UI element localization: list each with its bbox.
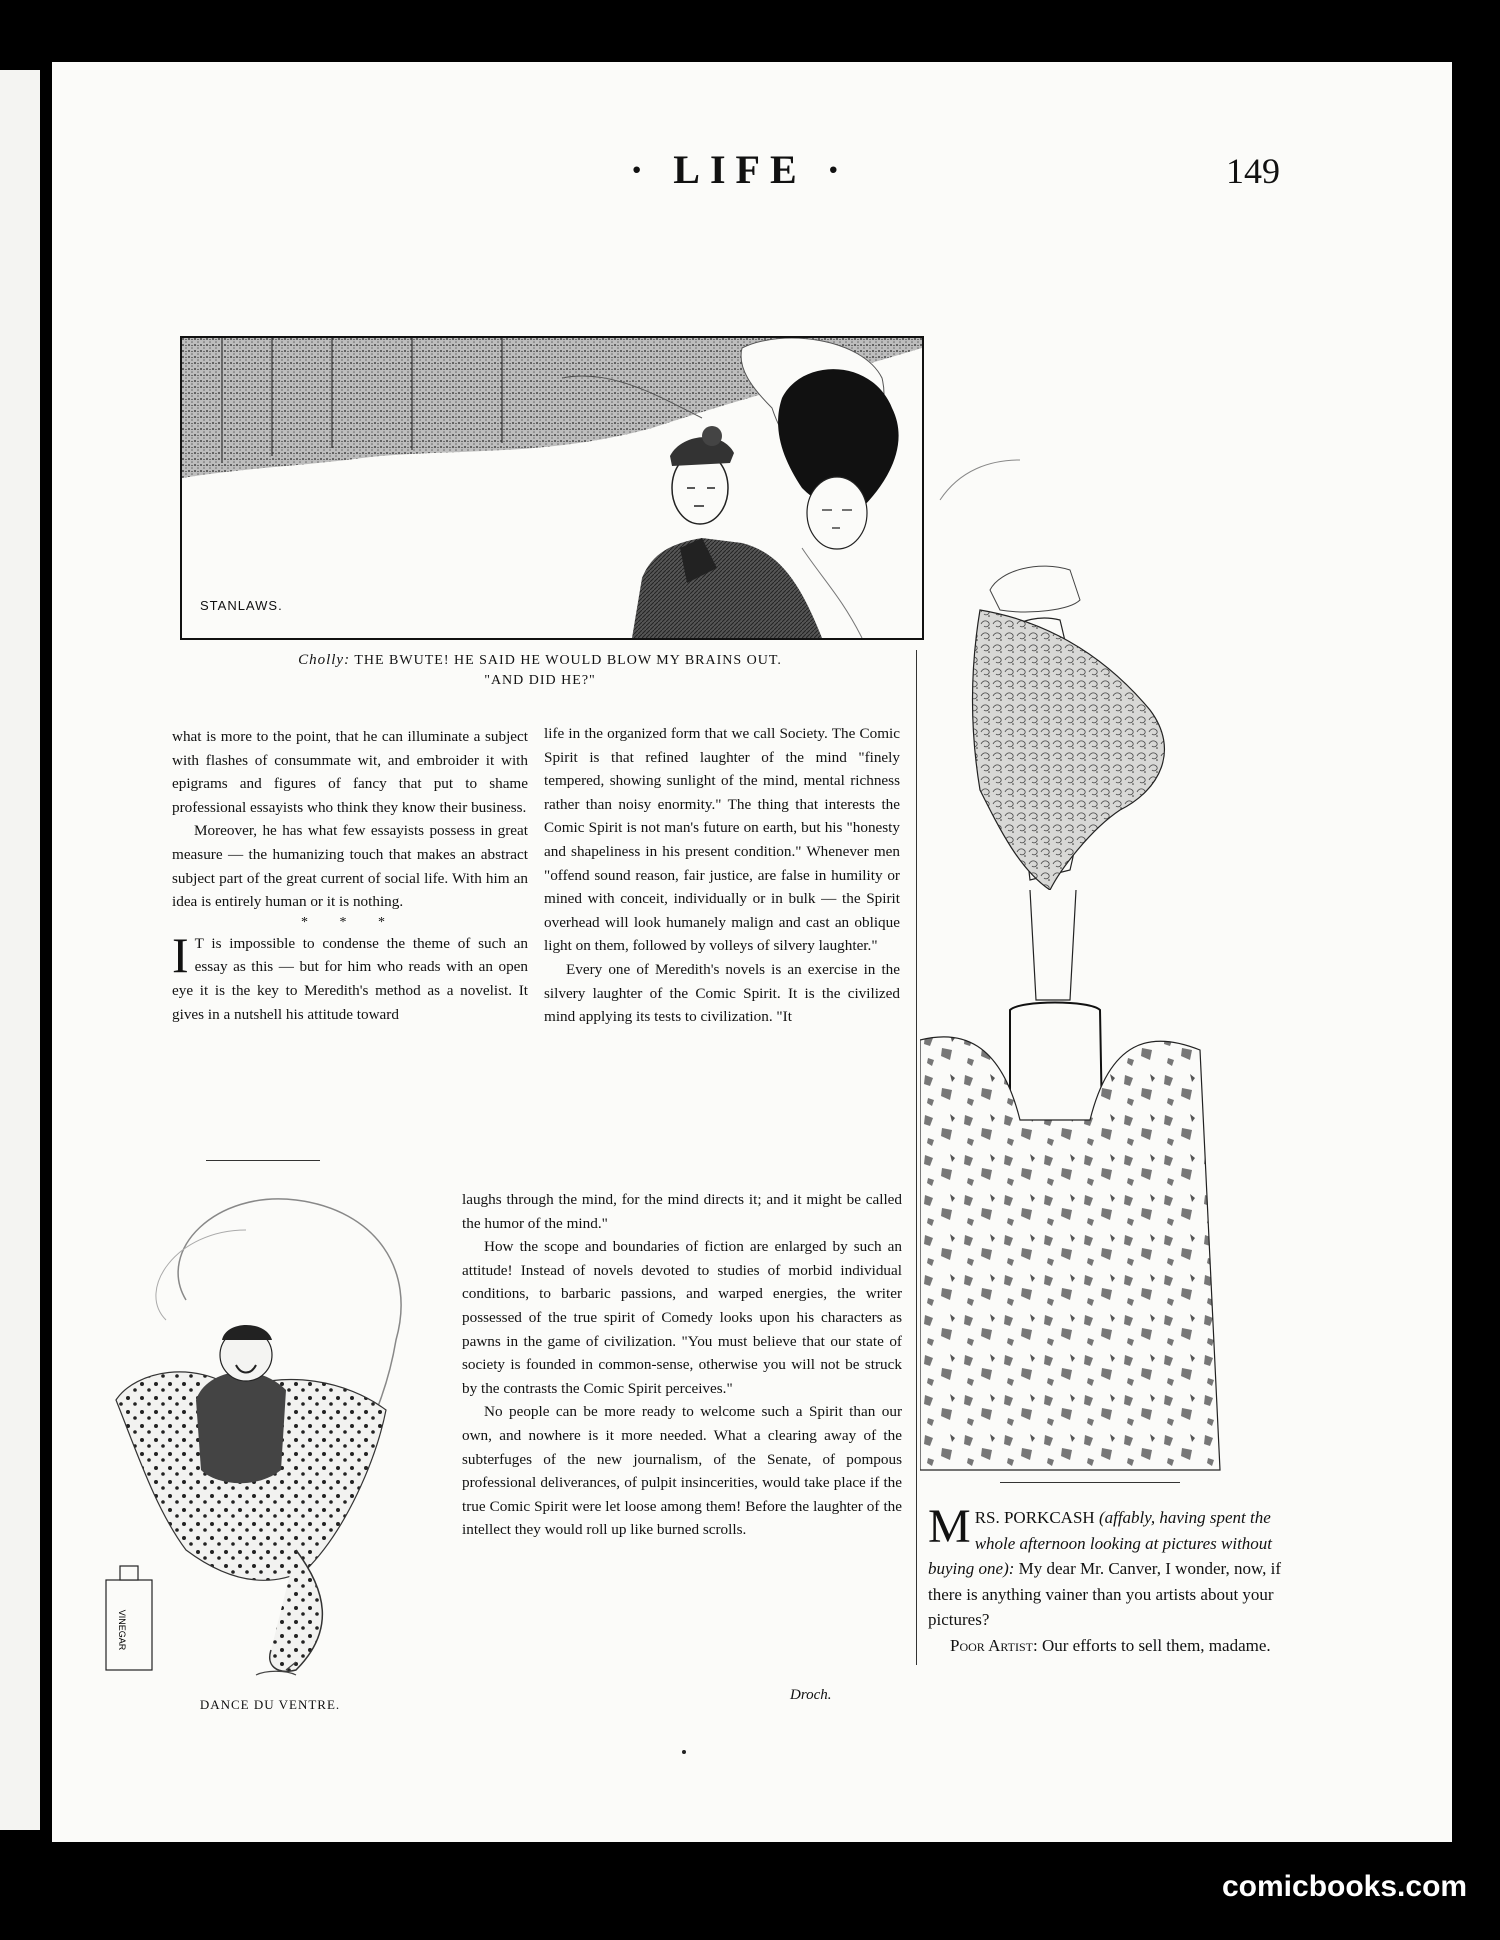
- caption-line-2: "AND DID HE?": [484, 673, 596, 688]
- ink-dot: [682, 1750, 686, 1754]
- joke-first-paragraph: [928, 1500, 1284, 1633]
- winter-scene-drawing: [182, 338, 922, 638]
- artist-reply: : Our efforts to sell them, madame.: [1033, 1635, 1271, 1655]
- bottle-label: VINEGAR: [117, 1609, 127, 1651]
- essay-column-2: [544, 722, 900, 1029]
- paragraph: Every one of Meredith's novels is an exercise in the silvery laughter of the Comic Spirit. It is the civilized mind applying its tests to civilization. "It: [544, 960, 900, 1026]
- divider-rule: [206, 1160, 320, 1161]
- woman-in-patterned-dress-drawing: [920, 270, 1300, 1490]
- dancer-illustration: [96, 1170, 426, 1690]
- paragraph: No people can be more ready to welcome such a Spirit than our own, and nowhere is it more needed. What a clearing away of the subterfuges of the new journalism, of the Senate, of pompous professional deliverances, of pulpit insincerities, would take place if the true Comic Spirit were let loose among them! Before the laughter of the intellect they would roll up like burned scrolls.: [462, 1403, 902, 1539]
- speaker-name: RS. PORKCASH: [974, 1508, 1095, 1527]
- joke-reply-paragraph: [928, 1633, 1284, 1659]
- dropcap: M: [928, 1500, 971, 1553]
- standing-woman-illustration: [920, 270, 1300, 1490]
- essay-column-3: [462, 1188, 902, 1542]
- speech-line: My dear Mr. Canver, I wonder, now, if there is anything vainer than you artists about your pictures?: [928, 1559, 1282, 1629]
- paragraph-with-dropcap: [172, 926, 528, 1026]
- essay-column-1: [172, 725, 528, 1026]
- divider-rule: [1000, 1482, 1180, 1483]
- top-illustration: [180, 336, 924, 640]
- paragraph: what is more to the point, that he can illuminate a subject with flashes of consummate wit, and embroider it with epigrams and figures of fancy that put to shame professional essayists who think they know their business.: [172, 728, 528, 816]
- caption-line-1: [230, 650, 850, 671]
- page-number: 149: [1226, 151, 1280, 191]
- porkcash-joke: [928, 1500, 1284, 1658]
- artist-signature: STANLAWS.: [200, 598, 283, 613]
- author-signature: Droch.: [790, 1687, 832, 1703]
- dancer-caption: DANCE DU VENTRE.: [199, 1697, 341, 1712]
- masthead-title: · LIFE ·: [629, 147, 851, 192]
- column-divider-line: [916, 650, 917, 1665]
- paragraph-text: T is impossible to condense the theme of such an essay as this — but for him who reads with an open eye it is the key to Meredith's method as a novelist. It gives in a nutshell his attitude toward: [172, 934, 528, 1023]
- dancer-drawing: [96, 1170, 426, 1690]
- paragraph: life in the organized form that we call Society. The Comic Spirit is that refined laughter of the mind "finely tempered, showing sunlight of the mind, mental richness rather than noisy enormity." The thing that interests the Comic Spirit is not man's future on earth, but his "honesty and shapeliness in his present condition." Whenever men "offend sound reason, fair justice, are false in humility or mined with conceit, individually or in bulk — the Spirit overhead will look humanely malign and cast an oblique light on them, followed by volleys of silvery laughter.": [544, 725, 900, 955]
- dropcap: I: [172, 926, 189, 983]
- paragraph: How the scope and boundaries of fiction are enlarged by such an attitude! Instead of novels devoted to studies of morbid individual conditions, to barbaric passions, and warped energies, the writer possessed of the true spirit of Comedy looks upon his characters as pawns in the game of civilization. "You must believe that our state of society is founded in common-sense, otherwise you will not be struck by the contrasts the Comic Spirit perceives.": [462, 1238, 902, 1397]
- caption-speech: THE BWUTE! HE SAID HE WOULD BLOW MY BRAINS OUT.: [354, 653, 782, 668]
- facing-page-edge: [0, 70, 40, 1830]
- artist-speaker: Poor Artist: [950, 1635, 1033, 1655]
- caption-speaker: Cholly:: [298, 652, 351, 668]
- watermark: comicbooks.com: [1222, 1870, 1468, 1903]
- paragraph: Moreover, he has what few essayists possess in great measure — the humanizing touch that makes an abstract subject part of the great current of social life. With him an idea is entirely human or it is nothing.: [172, 822, 528, 911]
- section-separator: * * *: [301, 914, 399, 930]
- cartoon-caption: [230, 650, 850, 691]
- paragraph: laughs through the mind, for the mind directs it; and it might be called the humor of the mind.": [462, 1191, 902, 1232]
- stage-direction: (affably, having spent the whole afternoon looking at pictures without buying one):: [928, 1508, 1273, 1578]
